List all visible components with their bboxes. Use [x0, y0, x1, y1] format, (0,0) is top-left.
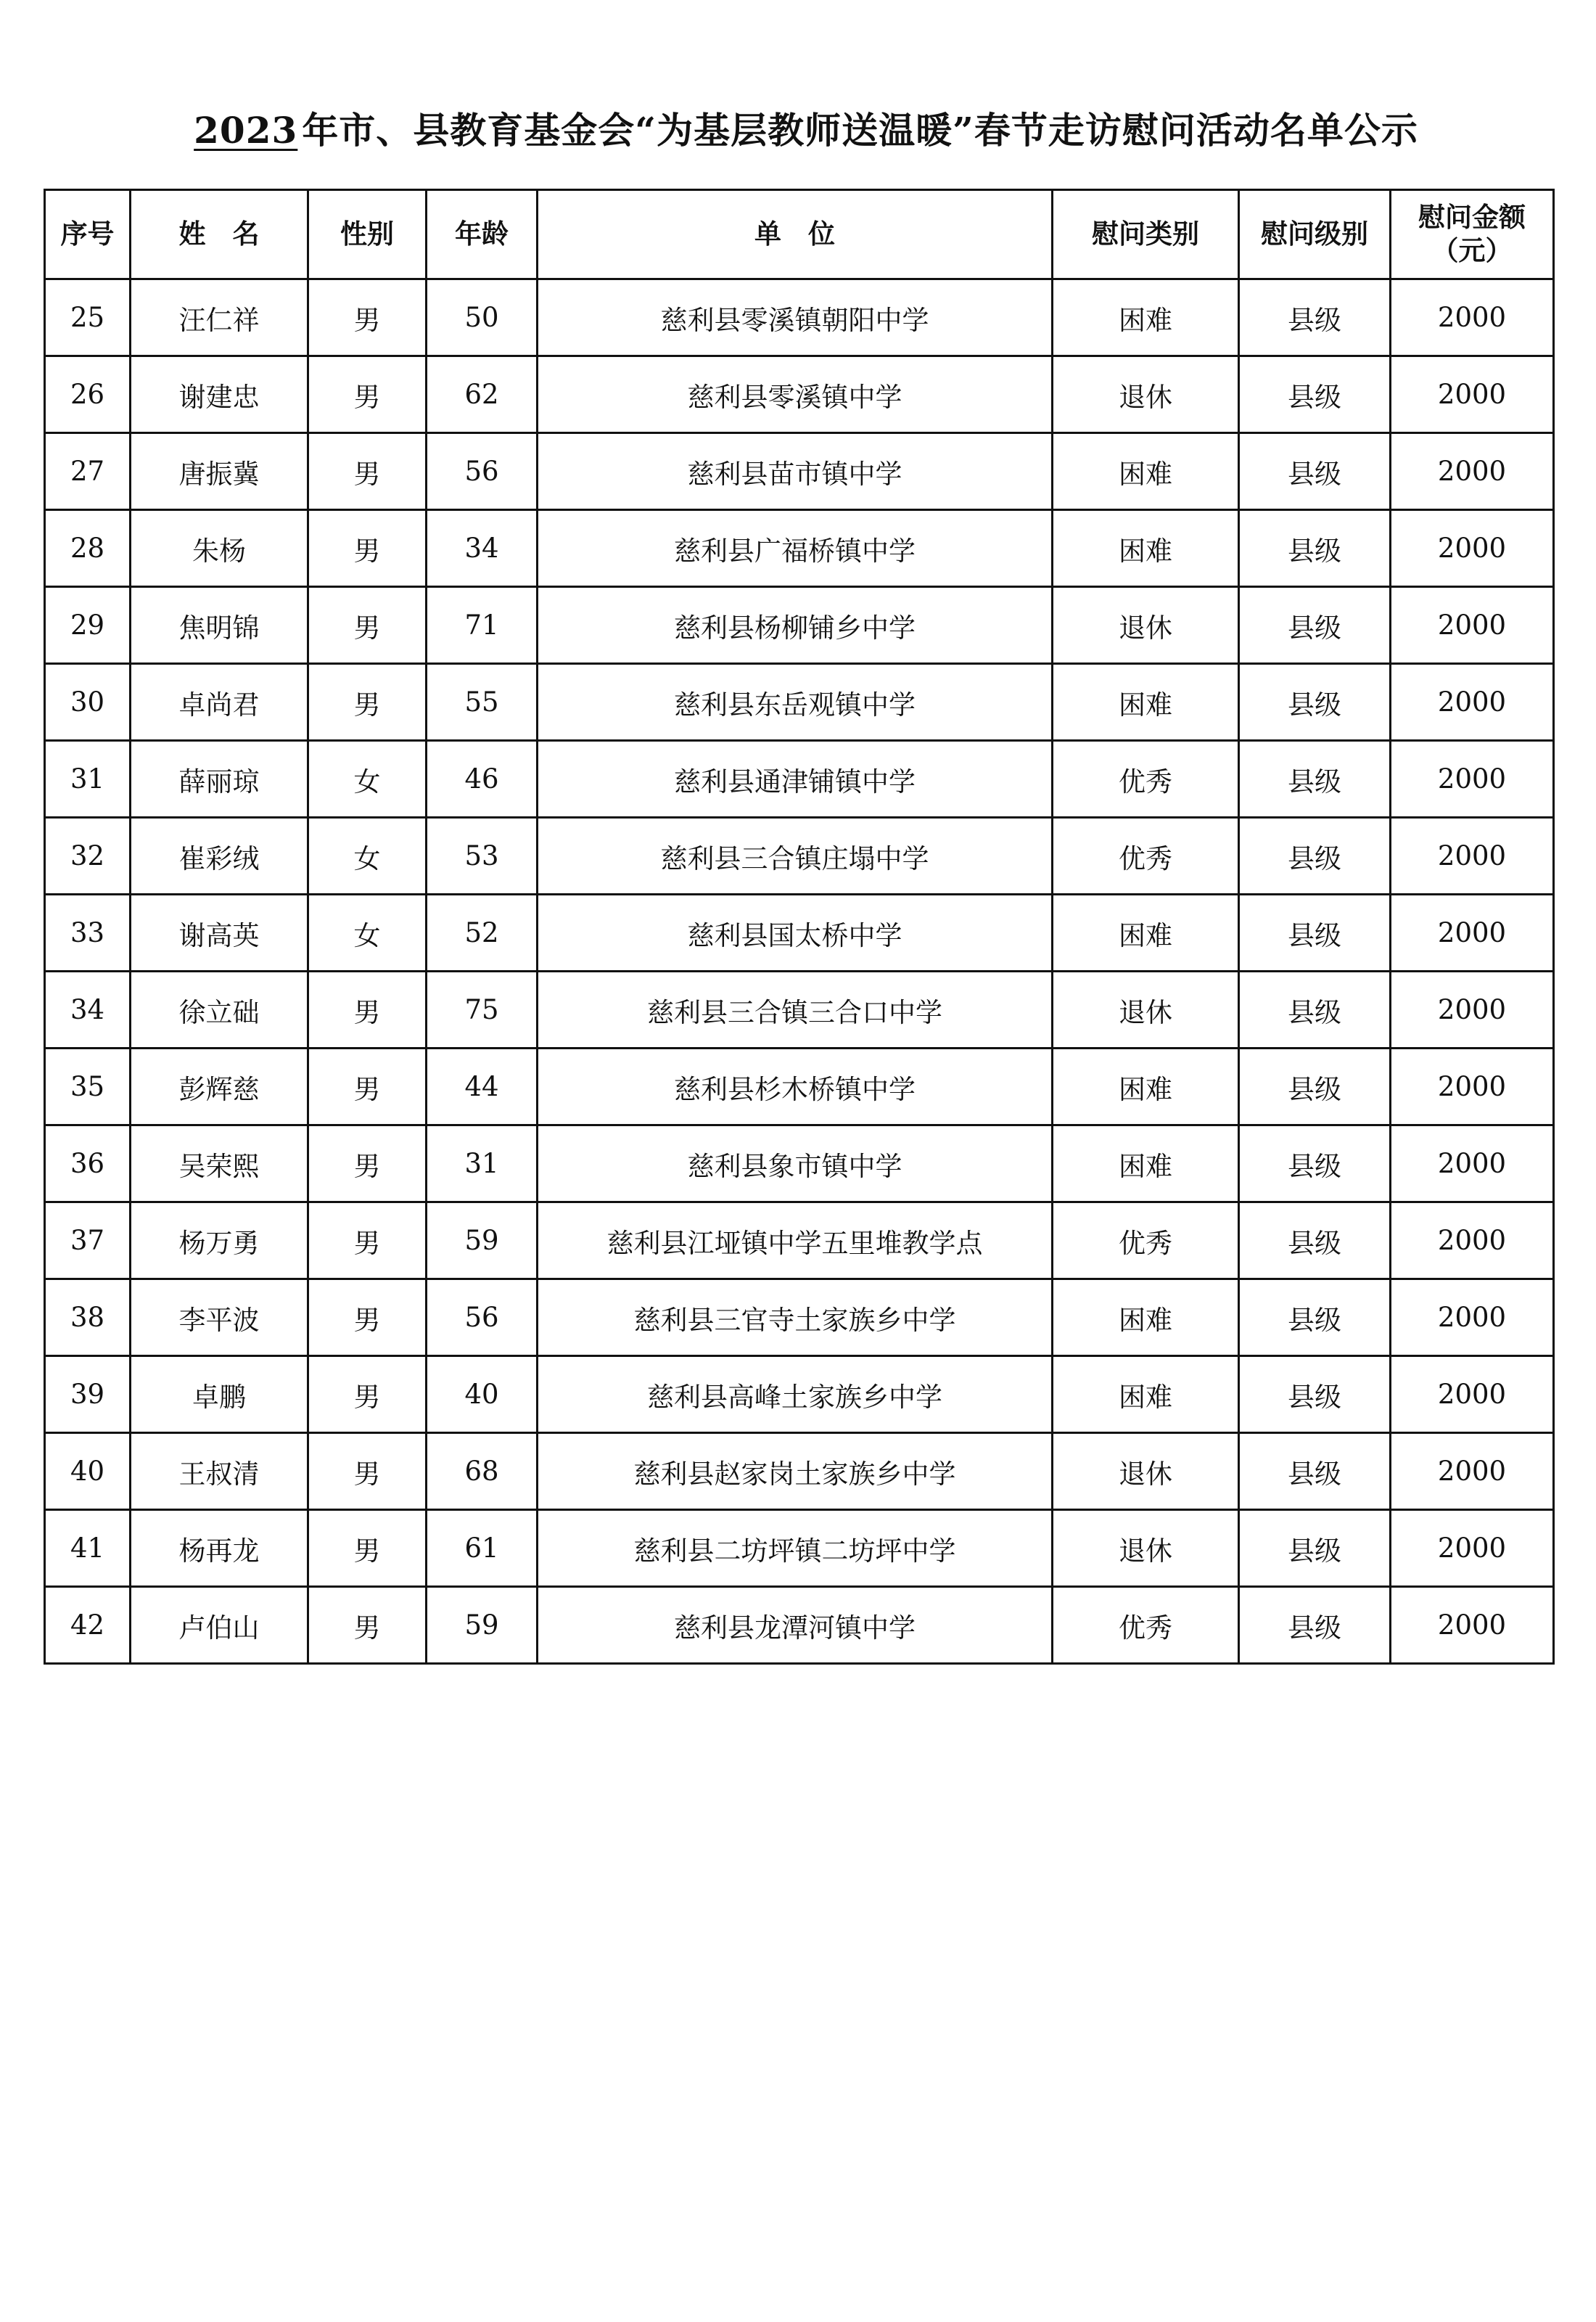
cell-name: 徐立础: [131, 972, 308, 1049]
cell-type: 困难: [1053, 1356, 1239, 1433]
table-row: [45, 1587, 1554, 1664]
header-age: 年龄: [427, 190, 538, 279]
cell-name: 杨再龙: [131, 1510, 308, 1587]
cell-unit: 慈利县三合镇庄塌中学: [538, 818, 1053, 895]
cell-sex: 男: [308, 664, 427, 741]
cell-sex: 男: [308, 1356, 427, 1433]
cell-type: 困难: [1053, 895, 1239, 972]
cell-name: 崔彩绒: [131, 818, 308, 895]
cell-type: 退休: [1053, 356, 1239, 433]
cell-unit: 慈利县高峰土家族乡中学: [538, 1356, 1053, 1433]
table-row: [45, 1202, 1554, 1279]
cell-level: 县级: [1239, 1510, 1391, 1587]
cell-no: 40: [45, 1433, 131, 1510]
cell-type: 优秀: [1053, 818, 1239, 895]
table-row: [45, 1125, 1554, 1202]
cell-amount: 2000: [1391, 1510, 1554, 1587]
header-type: 慰问类别: [1053, 190, 1239, 279]
table-row: [45, 587, 1554, 664]
cell-type: 困难: [1053, 1125, 1239, 1202]
table-row: [45, 664, 1554, 741]
cell-no: 35: [45, 1049, 131, 1125]
cell-age: 31: [427, 1125, 538, 1202]
header-name: 姓 名: [131, 190, 308, 279]
cell-age: 68: [427, 1433, 538, 1510]
header-sex: 性别: [308, 190, 427, 279]
cell-unit: 慈利县国太桥中学: [538, 895, 1053, 972]
cell-amount: 2000: [1391, 1433, 1554, 1510]
cell-age: 61: [427, 1510, 538, 1587]
cell-type: 困难: [1053, 433, 1239, 510]
cell-amount: 2000: [1391, 1202, 1554, 1279]
cell-level: 县级: [1239, 818, 1391, 895]
cell-type: 优秀: [1053, 1587, 1239, 1664]
cell-age: 75: [427, 972, 538, 1049]
cell-type: 困难: [1053, 1279, 1239, 1356]
cell-sex: 女: [308, 741, 427, 818]
cell-level: 县级: [1239, 895, 1391, 972]
cell-no: 26: [45, 356, 131, 433]
cell-amount: 2000: [1391, 510, 1554, 587]
cell-sex: 男: [308, 1587, 427, 1664]
header-unit: 单 位: [538, 190, 1053, 279]
cell-type: 困难: [1053, 510, 1239, 587]
cell-level: 县级: [1239, 741, 1391, 818]
document-title: [0, 102, 1596, 160]
table-row: [45, 1433, 1554, 1510]
cell-amount: 2000: [1391, 1587, 1554, 1664]
cell-unit: 慈利县江垭镇中学五里堆教学点: [538, 1202, 1053, 1279]
table-row: [45, 818, 1554, 895]
cell-level: 县级: [1239, 1125, 1391, 1202]
cell-amount: 2000: [1391, 1049, 1554, 1125]
cell-level: 县级: [1239, 664, 1391, 741]
table-row: [45, 1510, 1554, 1587]
cell-type: 困难: [1053, 1049, 1239, 1125]
cell-no: 30: [45, 664, 131, 741]
cell-age: 40: [427, 1356, 538, 1433]
table-row: [45, 1356, 1554, 1433]
cell-age: 53: [427, 818, 538, 895]
cell-sex: 男: [308, 1202, 427, 1279]
cell-type: 退休: [1053, 587, 1239, 664]
table-row: [45, 510, 1554, 587]
cell-amount: 2000: [1391, 433, 1554, 510]
cell-name: 卢伯山: [131, 1587, 308, 1664]
cell-type: 退休: [1053, 972, 1239, 1049]
cell-type: 困难: [1053, 279, 1239, 356]
cell-level: 县级: [1239, 587, 1391, 664]
cell-age: 52: [427, 895, 538, 972]
cell-no: 27: [45, 433, 131, 510]
header-row: [45, 190, 1554, 279]
header-amount-line1: 慰问金额: [1418, 202, 1526, 233]
cell-no: 29: [45, 587, 131, 664]
cell-age: 50: [427, 279, 538, 356]
cell-sex: 女: [308, 818, 427, 895]
cell-name: 吴荣熙: [131, 1125, 308, 1202]
cell-amount: 2000: [1391, 587, 1554, 664]
cell-unit: 慈利县苗市镇中学: [538, 433, 1053, 510]
cell-no: 33: [45, 895, 131, 972]
cell-unit: 慈利县零溪镇中学: [538, 356, 1053, 433]
cell-unit: 慈利县龙潭河镇中学: [538, 1587, 1053, 1664]
cell-unit: 慈利县杉木桥镇中学: [538, 1049, 1053, 1125]
cell-unit: 慈利县二坊坪镇二坊坪中学: [538, 1510, 1053, 1587]
cell-age: 44: [427, 1049, 538, 1125]
cell-name: 卓尚君: [131, 664, 308, 741]
cell-amount: 2000: [1391, 895, 1554, 972]
table-row: [45, 433, 1554, 510]
cell-level: 县级: [1239, 1279, 1391, 1356]
cell-name: 王叔清: [131, 1433, 308, 1510]
cell-type: 退休: [1053, 1433, 1239, 1510]
cell-unit: 慈利县赵家岗土家族乡中学: [538, 1433, 1053, 1510]
cell-no: 37: [45, 1202, 131, 1279]
cell-amount: 2000: [1391, 972, 1554, 1049]
cell-name: 李平波: [131, 1279, 308, 1356]
cell-amount: 2000: [1391, 1125, 1554, 1202]
table-row: [45, 741, 1554, 818]
cell-age: 55: [427, 664, 538, 741]
cell-name: 唐振冀: [131, 433, 308, 510]
cell-sex: 男: [308, 1279, 427, 1356]
title-year: 2023: [194, 109, 298, 152]
cell-level: 县级: [1239, 972, 1391, 1049]
cell-unit: 慈利县三官寺土家族乡中学: [538, 1279, 1053, 1356]
title-text: 年市、县教育基金会“为基层教师送温暖”春节走访慰问活动名单公示: [302, 109, 1418, 152]
cell-sex: 男: [308, 1049, 427, 1125]
cell-sex: 男: [308, 972, 427, 1049]
cell-name: 卓鹏: [131, 1356, 308, 1433]
table-row: [45, 895, 1554, 972]
cell-level: 县级: [1239, 1433, 1391, 1510]
cell-type: 优秀: [1053, 741, 1239, 818]
header-no: 序号: [45, 190, 131, 279]
header-level: 慰问级别: [1239, 190, 1391, 279]
cell-amount: 2000: [1391, 741, 1554, 818]
cell-amount: 2000: [1391, 818, 1554, 895]
cell-age: 62: [427, 356, 538, 433]
cell-level: 县级: [1239, 1587, 1391, 1664]
cell-level: 县级: [1239, 1202, 1391, 1279]
cell-name: 焦明锦: [131, 587, 308, 664]
cell-amount: 2000: [1391, 1279, 1554, 1356]
cell-no: 39: [45, 1356, 131, 1433]
cell-no: 25: [45, 279, 131, 356]
cell-unit: 慈利县东岳观镇中学: [538, 664, 1053, 741]
cell-no: 36: [45, 1125, 131, 1202]
cell-type: 优秀: [1053, 1202, 1239, 1279]
cell-sex: 男: [308, 1510, 427, 1587]
cell-unit: 慈利县广福桥镇中学: [538, 510, 1053, 587]
cell-no: 32: [45, 818, 131, 895]
table-row: [45, 972, 1554, 1049]
cell-sex: 男: [308, 356, 427, 433]
cell-amount: 2000: [1391, 664, 1554, 741]
cell-level: 县级: [1239, 433, 1391, 510]
cell-age: 56: [427, 433, 538, 510]
cell-type: 困难: [1053, 664, 1239, 741]
cell-name: 薛丽琼: [131, 741, 308, 818]
table-row: [45, 356, 1554, 433]
cell-level: 县级: [1239, 279, 1391, 356]
roster-table: [44, 189, 1555, 1665]
cell-name: 汪仁祥: [131, 279, 308, 356]
cell-age: 56: [427, 1279, 538, 1356]
cell-unit: 慈利县杨柳铺乡中学: [538, 587, 1053, 664]
cell-name: 杨万勇: [131, 1202, 308, 1279]
cell-unit: 慈利县象市镇中学: [538, 1125, 1053, 1202]
table-row: [45, 279, 1554, 356]
cell-level: 县级: [1239, 1049, 1391, 1125]
table-row: [45, 1279, 1554, 1356]
cell-sex: 男: [308, 279, 427, 356]
cell-amount: 2000: [1391, 279, 1554, 356]
cell-amount: 2000: [1391, 356, 1554, 433]
cell-amount: 2000: [1391, 1356, 1554, 1433]
cell-age: 59: [427, 1587, 538, 1664]
cell-level: 县级: [1239, 510, 1391, 587]
cell-no: 41: [45, 1510, 131, 1587]
cell-age: 59: [427, 1202, 538, 1279]
cell-age: 71: [427, 587, 538, 664]
roster-body: [45, 279, 1554, 1664]
cell-type: 退休: [1053, 1510, 1239, 1587]
cell-sex: 男: [308, 1433, 427, 1510]
header-amount-line2: （元）: [1431, 235, 1513, 266]
cell-level: 县级: [1239, 1356, 1391, 1433]
cell-name: 彭辉慈: [131, 1049, 308, 1125]
cell-sex: 男: [308, 510, 427, 587]
cell-sex: 男: [308, 1125, 427, 1202]
cell-sex: 男: [308, 587, 427, 664]
cell-no: 31: [45, 741, 131, 818]
cell-sex: 男: [308, 433, 427, 510]
header-amount: [1391, 190, 1554, 279]
cell-unit: 慈利县通津铺镇中学: [538, 741, 1053, 818]
cell-no: 28: [45, 510, 131, 587]
cell-unit: 慈利县零溪镇朝阳中学: [538, 279, 1053, 356]
cell-no: 38: [45, 1279, 131, 1356]
cell-name: 谢高英: [131, 895, 308, 972]
cell-level: 县级: [1239, 356, 1391, 433]
cell-unit: 慈利县三合镇三合口中学: [538, 972, 1053, 1049]
table-row: [45, 1049, 1554, 1125]
cell-no: 42: [45, 1587, 131, 1664]
cell-sex: 女: [308, 895, 427, 972]
cell-age: 34: [427, 510, 538, 587]
cell-age: 46: [427, 741, 538, 818]
cell-name: 谢建忠: [131, 356, 308, 433]
cell-no: 34: [45, 972, 131, 1049]
cell-name: 朱杨: [131, 510, 308, 587]
